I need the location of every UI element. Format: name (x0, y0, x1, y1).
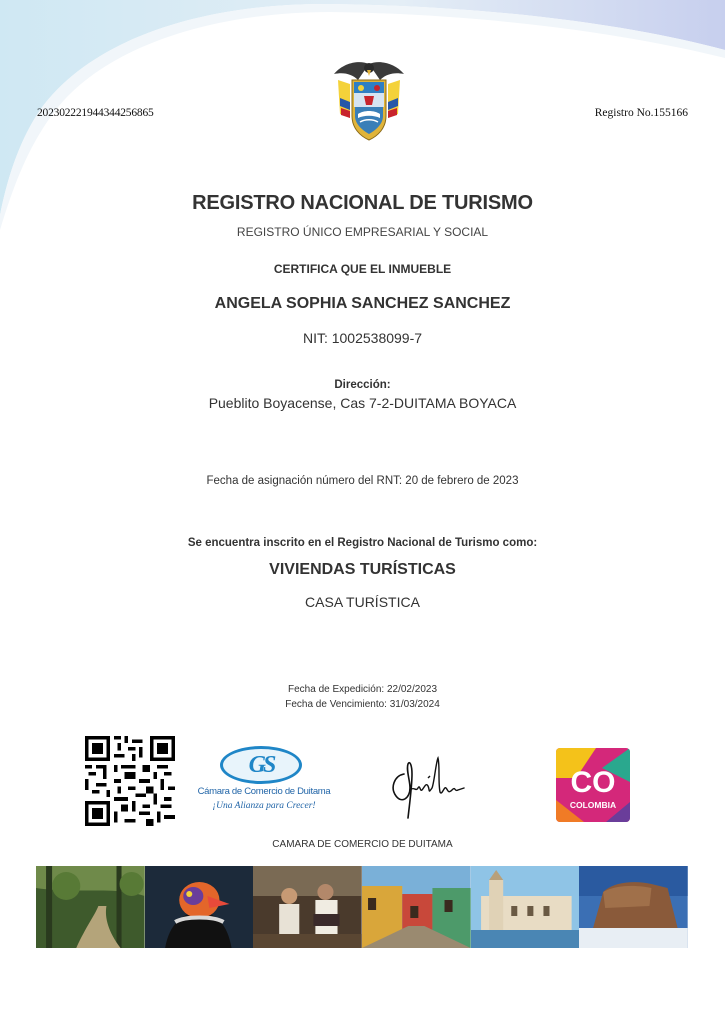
camara-oval-icon (220, 746, 302, 784)
coat-of-arms-icon (330, 58, 408, 142)
direccion-value: Pueblito Boyacense, Cas 7-2-DUITAMA BOYACA (208, 395, 517, 411)
co-logo-mark: CO (570, 766, 616, 799)
signature-icon (384, 752, 476, 822)
nit-number: NIT: 1002538099-7 (302, 330, 423, 346)
camara-comercio-logo (196, 744, 332, 820)
photo-strip (36, 866, 688, 948)
direccion-label: Dirección: (334, 379, 391, 391)
musicians-photo (253, 866, 362, 948)
subcategory: CASA TURÍSTICA (305, 594, 420, 610)
camara-initials: GS (248, 752, 274, 778)
condor-bird-photo (145, 866, 254, 948)
page-subtitle: REGISTRO ÚNICO EMPRESARIAL Y SOCIAL (236, 225, 489, 239)
certifica-heading: CERTIFICA QUE EL INMUEBLE (273, 262, 452, 276)
fecha-vencimiento: Fecha de Vencimiento: 31/03/2024 (285, 699, 440, 710)
registro-number: Registro No.155166 (594, 107, 688, 119)
inscrito-label: Se encuentra inscrito en el Registro Nacional de Turismo como: (187, 537, 538, 549)
owner-name: ANGELA SOPHIA SANCHEZ SANCHEZ (214, 295, 511, 312)
camara-name: Cámara de Comercio de Duitama (197, 786, 331, 797)
category: VIVIENDAS TURÍSTICAS (269, 561, 456, 578)
forest-path-photo (36, 866, 145, 948)
colonial-street-photo (362, 866, 471, 948)
qr-code-icon[interactable] (85, 736, 175, 826)
fecha-expedicion: Fecha de Expedición: 22/02/2023 (288, 684, 437, 695)
co-logo-word: COLOMBIA (569, 800, 617, 810)
church-photo (471, 866, 580, 948)
colombia-co-logo (556, 748, 630, 822)
camara-slogan: ¡Una Alianza para Crecer! (212, 801, 316, 811)
rock-mountain-photo (579, 866, 688, 948)
fecha-asignacion: Fecha de asignación número del RNT: 20 de febrero de 2023 (206, 475, 519, 487)
document-code: 202302221944344256865 (37, 107, 154, 119)
camara-footer-text: CAMARA DE COMERCIO DE DUITAMA (272, 839, 453, 850)
page-title: REGISTRO NACIONAL DE TURISMO (192, 192, 533, 214)
